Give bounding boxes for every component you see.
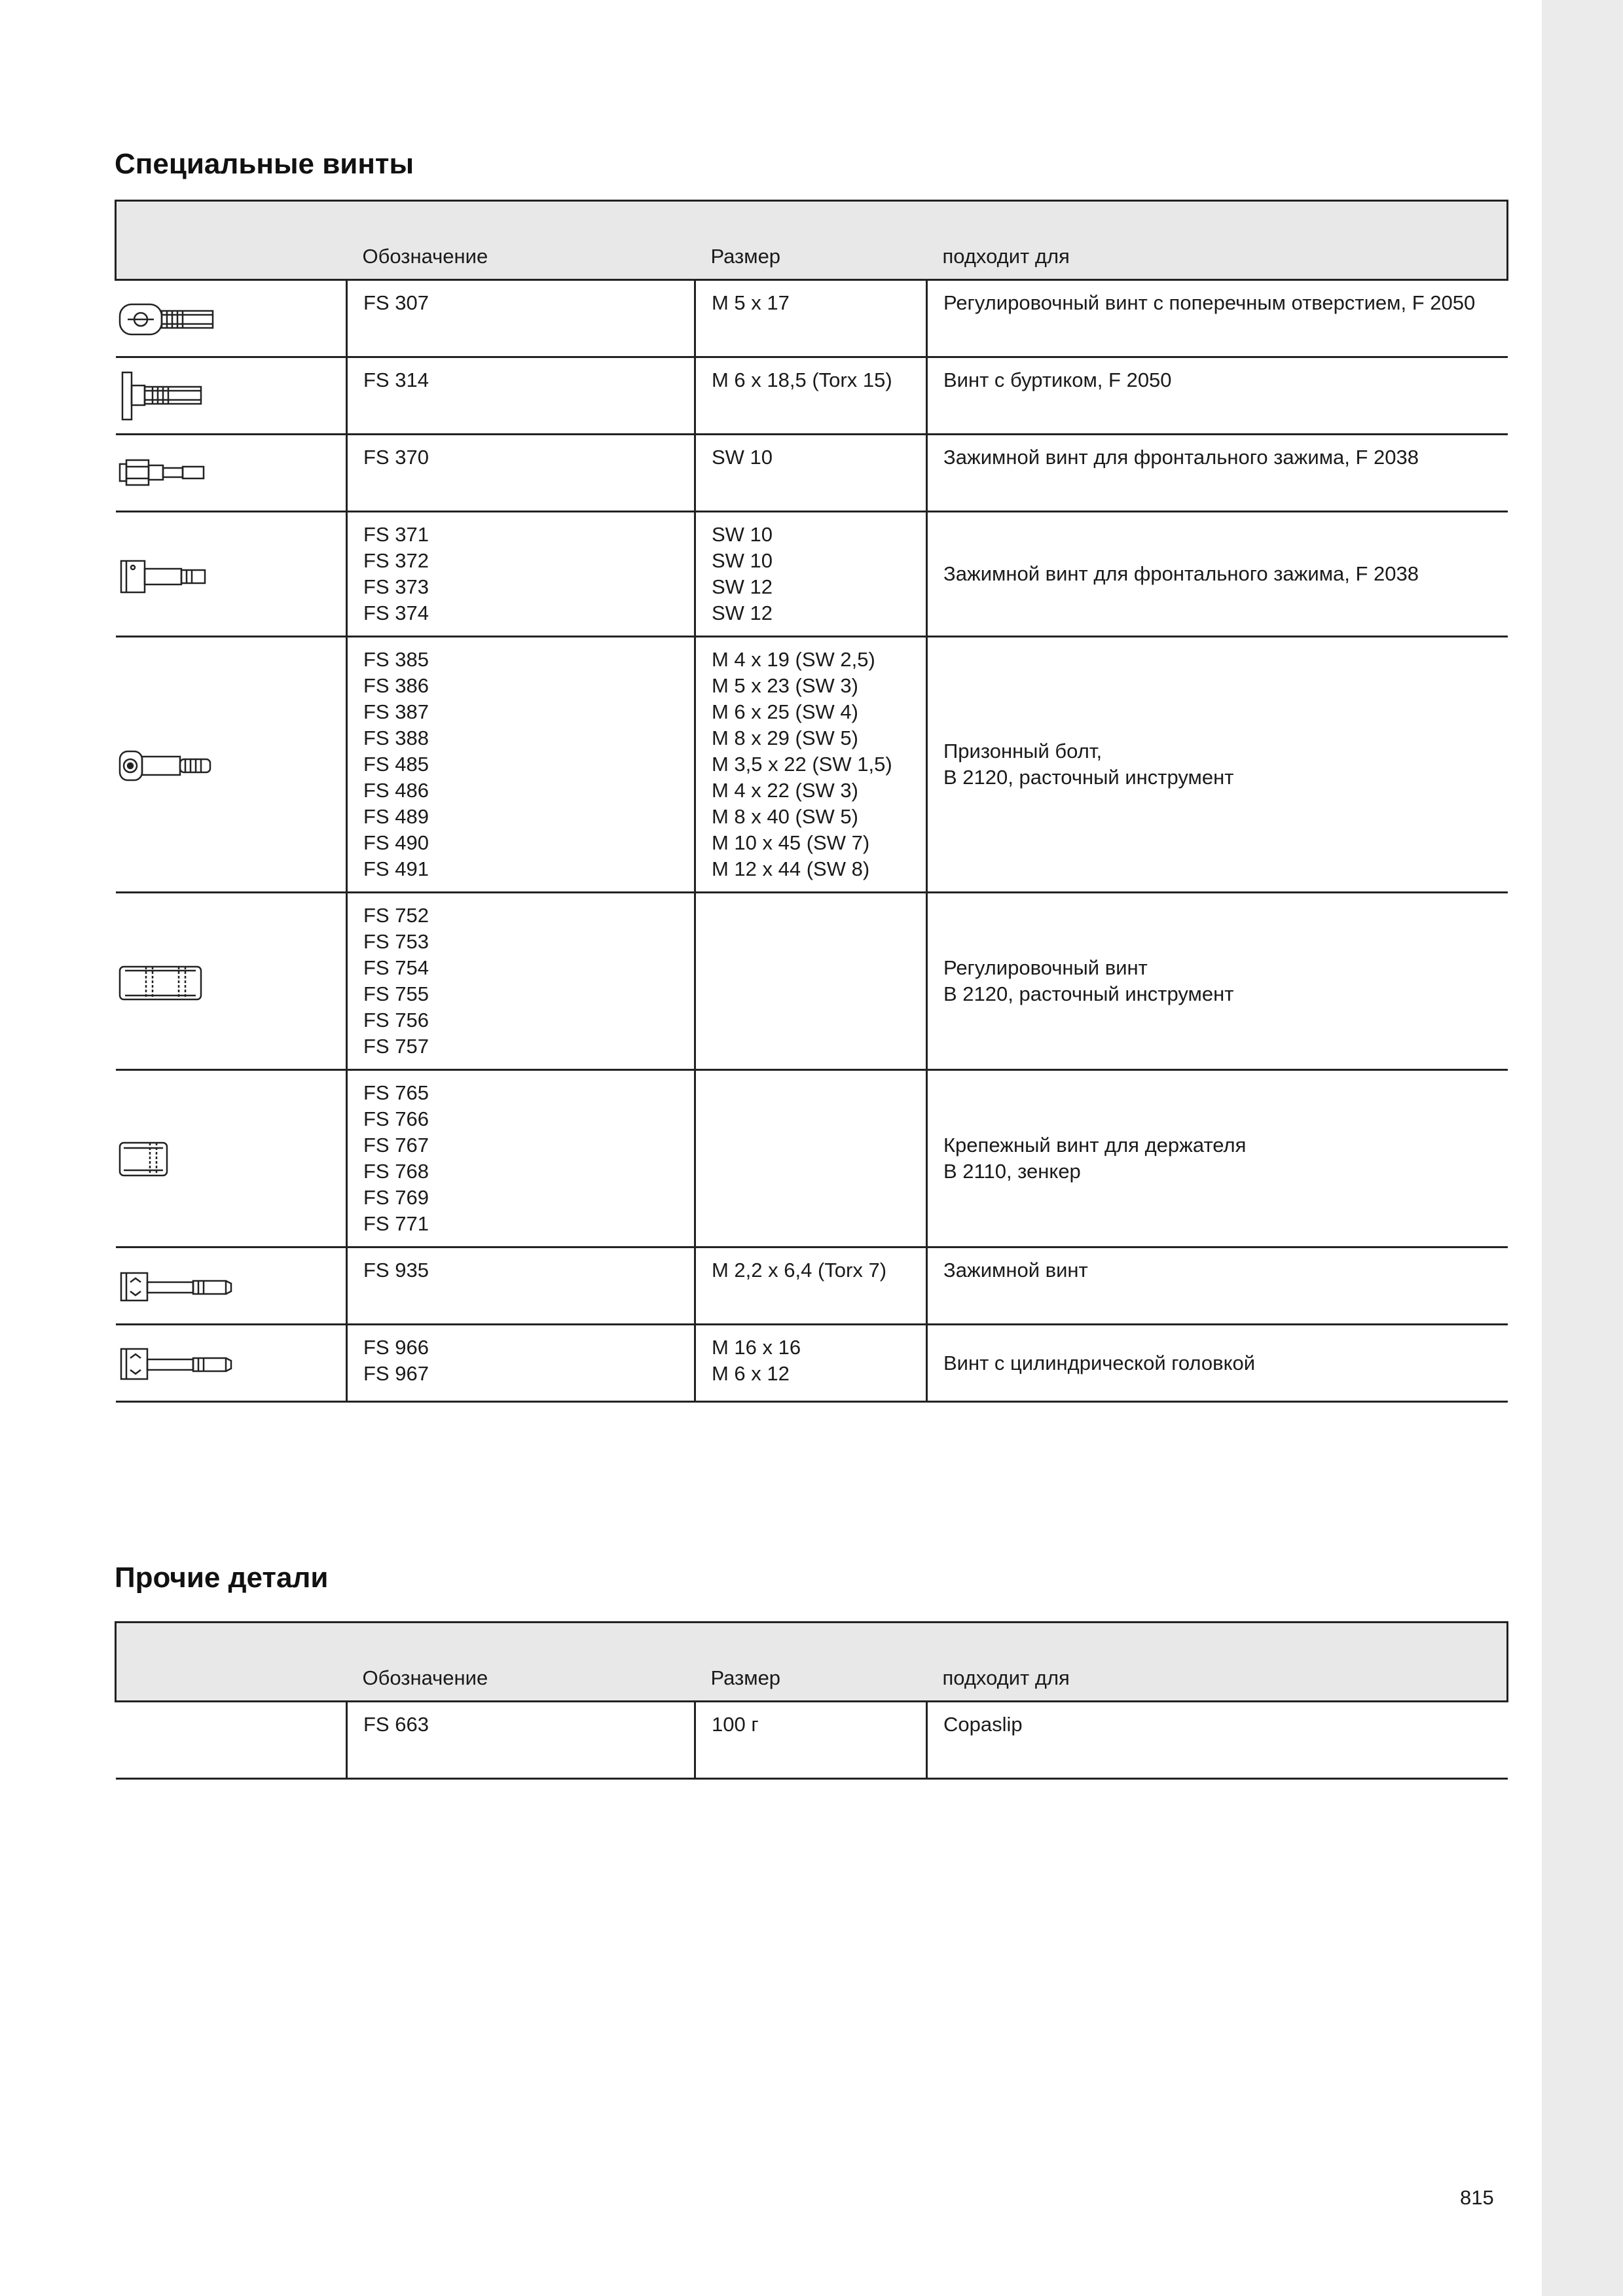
cell-line: M 6 x 25 (SW 4) [712, 700, 858, 723]
size-text [712, 522, 926, 626]
size-text [712, 1335, 926, 1387]
cell-line: FS 485 [363, 753, 429, 776]
cell-line: FS 491 [363, 857, 429, 880]
hex-clamp-screw-icon [116, 440, 227, 506]
designation-cell [347, 1247, 695, 1325]
fits-text [943, 1712, 1508, 1738]
cell-line: FS 388 [363, 726, 429, 749]
cell-line: SW 10 [712, 523, 773, 546]
part-drawing-cell [116, 637, 347, 893]
part-drawing-cell [116, 1247, 347, 1325]
set-screw-short-icon [116, 1126, 227, 1191]
cell-line: SW 12 [712, 601, 773, 624]
header-designation: Обозначение [347, 201, 695, 280]
fits-cell [927, 435, 1508, 512]
header-fits-for: подходит для [927, 1623, 1508, 1702]
cell-line: M 2,2 x 6,4 (Torx 7) [712, 1259, 887, 1282]
cell-line: FS 752 [363, 904, 429, 927]
part-drawing-cell [116, 1325, 347, 1402]
designation-cell [347, 1070, 695, 1247]
cell-line: FS 486 [363, 779, 429, 802]
cell-line: SW 10 [712, 446, 773, 469]
size-text [712, 367, 926, 393]
cell-line: M 10 x 45 (SW 7) [712, 831, 870, 854]
designation-cell [347, 1702, 695, 1779]
cell-line: B 2120, расточный инструмент [943, 766, 1234, 789]
cell-line: M 6 x 12 [712, 1362, 790, 1385]
size-cell [695, 1702, 927, 1779]
cell-line: M 4 x 22 (SW 3) [712, 779, 858, 802]
table-header-row [116, 201, 1508, 280]
cell-line: FS 663 [363, 1713, 429, 1736]
cell-line: FS 755 [363, 982, 429, 1005]
size-text [712, 1712, 926, 1738]
designation-text [363, 367, 694, 393]
cell-line: FS 967 [363, 1362, 429, 1385]
cell-line: Винт с буртиком, F 2050 [943, 368, 1172, 391]
cell-line: FS 753 [363, 930, 429, 953]
table-row [116, 637, 1508, 893]
part-drawing-cell [116, 357, 347, 435]
shoulder-bolt-icon [116, 732, 227, 797]
fits-cell [927, 280, 1508, 357]
size-cell [695, 893, 927, 1070]
cell-line: FS 754 [363, 956, 429, 979]
cell-line: FS 307 [363, 291, 429, 314]
cell-line: M 8 x 29 (SW 5) [712, 726, 858, 749]
designation-cell [347, 893, 695, 1070]
designation-cell [347, 512, 695, 637]
cell-line: FS 489 [363, 805, 429, 828]
designation-text [363, 903, 694, 1060]
torx-clamp-screw-icon [116, 1253, 247, 1319]
cell-line: FS 771 [363, 1212, 429, 1235]
cell-line: Copaslip [943, 1713, 1023, 1736]
designation-text [363, 1257, 694, 1283]
designation-text [363, 1080, 694, 1237]
table-header-row [116, 1623, 1508, 1702]
cell-line: FS 757 [363, 1035, 429, 1058]
cell-line: FS 490 [363, 831, 429, 854]
cell-line: FS 935 [363, 1259, 429, 1282]
socket-head-screw-icon [116, 1331, 247, 1396]
table-row [116, 512, 1508, 637]
cell-line: FS 765 [363, 1081, 429, 1104]
cell-line: FS 373 [363, 575, 429, 598]
cell-line: FS 314 [363, 368, 429, 391]
size-cell [695, 637, 927, 893]
cell-line: M 16 x 16 [712, 1336, 801, 1359]
fits-cell [927, 637, 1508, 893]
size-cell [695, 1247, 927, 1325]
designation-cell [347, 280, 695, 357]
part-drawing-cell [116, 280, 347, 357]
designation-text [363, 647, 694, 882]
size-cell [695, 1325, 927, 1402]
table-row [116, 1247, 1508, 1325]
header-image [116, 201, 347, 280]
cell-line: FS 756 [363, 1009, 429, 1031]
size-cell [695, 357, 927, 435]
table-row [116, 1325, 1508, 1402]
fits-text [943, 955, 1508, 1007]
designation-text [363, 290, 694, 316]
collar-screw-icon [116, 363, 227, 429]
cell-line: M 12 x 44 (SW 8) [712, 857, 870, 880]
cell-line: FS 767 [363, 1134, 429, 1157]
designation-text [363, 444, 694, 471]
cell-line: M 5 x 23 (SW 3) [712, 674, 858, 697]
cell-line: Регулировочный винт [943, 956, 1148, 979]
part-drawing-cell [116, 1070, 347, 1247]
cell-line: Крепежный винт для держателя [943, 1134, 1247, 1157]
cell-line: FS 768 [363, 1160, 429, 1183]
fits-cell [927, 1070, 1508, 1247]
cell-line: FS 370 [363, 446, 429, 469]
cell-line: FS 371 [363, 523, 429, 546]
fits-text [943, 444, 1508, 471]
header-designation: Обозначение [347, 1623, 695, 1702]
set-screw-long-icon [116, 948, 227, 1014]
part-drawing-cell [116, 512, 347, 637]
cross-hole-screw-icon [116, 286, 227, 351]
fits-cell [927, 1702, 1508, 1779]
cell-line: Зажимной винт [943, 1259, 1088, 1282]
cell-line: 100 г [712, 1713, 759, 1736]
size-cell [695, 1070, 927, 1247]
cell-line: Регулировочный винт с поперечным отверстием, F 2050 [943, 291, 1476, 314]
cell-line: M 6 x 18,5 (Torx 15) [712, 368, 892, 391]
fits-text [943, 1350, 1508, 1376]
designation-cell [347, 357, 695, 435]
section-title: Прочие детали [115, 1562, 329, 1594]
section-title: Специальные винты [115, 148, 414, 180]
designation-cell [347, 637, 695, 893]
table-row [116, 893, 1508, 1070]
cell-line: Зажимной винт для фронтального зажима, F 2038 [943, 446, 1419, 469]
designation-cell [347, 435, 695, 512]
table-row [116, 435, 1508, 512]
fits-cell [927, 357, 1508, 435]
fits-text [943, 1132, 1508, 1185]
cell-line: SW 10 [712, 549, 773, 572]
cell-line: FS 387 [363, 700, 429, 723]
cell-line: SW 12 [712, 575, 773, 598]
special-screws-table [115, 200, 1508, 1403]
cell-line: M 5 x 17 [712, 291, 790, 314]
size-text [712, 444, 926, 471]
table-row [116, 280, 1508, 357]
cell-line: Призонный болт, [943, 740, 1103, 762]
cell-line: FS 372 [363, 549, 429, 572]
fits-text [943, 561, 1508, 587]
other-parts-table [115, 1621, 1508, 1780]
fits-cell [927, 512, 1508, 637]
fits-cell [927, 1247, 1508, 1325]
cell-line: FS 385 [363, 648, 429, 671]
clamp-screw-icon [116, 541, 227, 607]
cell-line: B 2110, зенкер [943, 1160, 1081, 1183]
header-fits-for: подходит для [927, 201, 1508, 280]
size-text [712, 647, 926, 882]
size-cell [695, 435, 927, 512]
size-text [712, 290, 926, 316]
fits-cell [927, 893, 1508, 1070]
header-image [116, 1623, 347, 1702]
table-row [116, 1702, 1508, 1779]
cell-line: FS 769 [363, 1186, 429, 1209]
part-drawing-cell [116, 893, 347, 1070]
size-text [712, 1257, 926, 1283]
size-cell [695, 280, 927, 357]
page-margin-strip [1542, 0, 1623, 2296]
header-size: Размер [695, 201, 927, 280]
header-size: Размер [695, 1623, 927, 1702]
cell-line: FS 766 [363, 1107, 429, 1130]
cell-line: FS 374 [363, 601, 429, 624]
cell-line: Винт с цилиндрической головкой [943, 1351, 1256, 1374]
designation-text [363, 1335, 694, 1387]
designation-text [363, 1712, 694, 1738]
fits-text [943, 367, 1508, 393]
table-row [116, 1070, 1508, 1247]
part-drawing-cell [116, 1702, 347, 1779]
cell-line: FS 966 [363, 1336, 429, 1359]
cell-line: FS 386 [363, 674, 429, 697]
fits-text [943, 1257, 1508, 1283]
table-row [116, 357, 1508, 435]
fits-cell [927, 1325, 1508, 1402]
part-drawing-cell [116, 435, 347, 512]
cell-line: M 3,5 x 22 (SW 1,5) [712, 753, 892, 776]
designation-cell [347, 1325, 695, 1402]
size-cell [695, 512, 927, 637]
cell-line: Зажимной винт для фронтального зажима, F 2038 [943, 562, 1419, 585]
page-number: 815 [1460, 2186, 1494, 2209]
cell-line: M 4 x 19 (SW 2,5) [712, 648, 875, 671]
cell-line: B 2120, расточный инструмент [943, 982, 1234, 1005]
designation-text [363, 522, 694, 626]
fits-text [943, 290, 1508, 316]
cell-line: M 8 x 40 (SW 5) [712, 805, 858, 828]
fits-text [943, 738, 1508, 791]
